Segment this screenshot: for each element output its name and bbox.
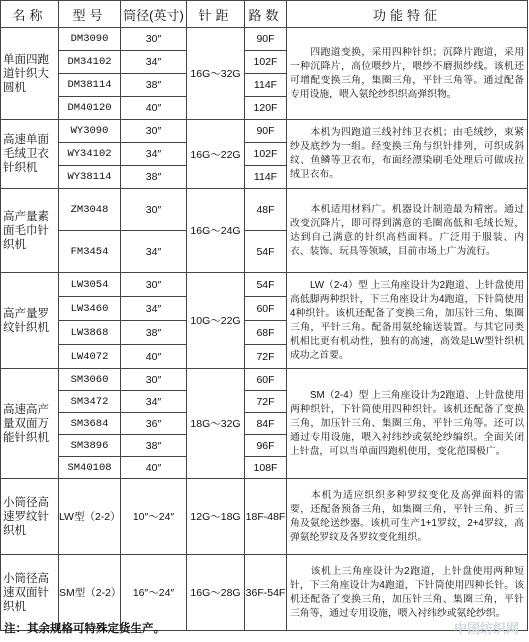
model-cell: LW3868 [59, 321, 121, 345]
header-model: 型号 [59, 1, 121, 28]
feeders-cell: 114F [245, 166, 287, 189]
needle-cell: 16G～32G [187, 28, 245, 120]
table-row [1, 28, 528, 51]
model-cell: WY3090 [59, 120, 121, 143]
machine-name: 高产量素面毛巾针织机 [1, 189, 59, 273]
model-cell: WY38114 [59, 166, 121, 189]
header-needle: 针距 [187, 1, 245, 28]
model-cell: SM型（2-2） [59, 555, 121, 631]
model-cell: SM40108 [59, 457, 121, 479]
footnote: 注：其余规格可特殊定货生产。 [4, 623, 165, 635]
feeders-cell: 54F [245, 231, 287, 273]
model-cell: WY34102 [59, 143, 121, 166]
model-cell: FM3454 [59, 231, 121, 273]
diameter-cell: 30″ [121, 369, 187, 391]
diameter-cell: 34″ [121, 297, 187, 321]
feeders-cell: 60F [245, 297, 287, 321]
feeders-cell: 96F [245, 435, 287, 457]
needle-cell: 16G～24G [187, 189, 245, 273]
feeders-cell: 68F [245, 321, 287, 345]
features-cell: LW（2-4）型 上三角座设计为2跑道、上针盘使用高低脚两种织针，下三角座设计为4跑道，下针筒使用4种织针。该机还配备了变换三角，加压针三角、集圈三角，平针三角。配备用氨纶输送装置。与其它同类机相比更有机动性，独有的高速，高效是LW型针织机成功之首要。 [287, 273, 528, 369]
model-cell: DM34102 [59, 51, 121, 74]
feeders-cell: 90F [245, 28, 287, 51]
feeders-cell: 60F [245, 369, 287, 391]
header-name: 名称 [1, 1, 59, 28]
diameter-cell: 34″ [121, 391, 187, 413]
feeders-cell: 84F [245, 413, 287, 435]
feeders-cell: 114F [245, 74, 287, 97]
machine-name: 单面四跑道针织大圆机 [1, 28, 59, 120]
needle-cell: 12G～18G [187, 479, 245, 555]
feeders-cell: 72F [245, 391, 287, 413]
model-cell: DM3090 [59, 28, 121, 51]
diameter-cell: 30″ [121, 189, 187, 231]
table-row [1, 273, 528, 297]
model-cell: SM3472 [59, 391, 121, 413]
table-row [1, 479, 528, 555]
feeders-cell: 102F [245, 143, 287, 166]
diameter-cell: 34″ [121, 51, 187, 74]
diameter-cell: 38″ [121, 321, 187, 345]
feeders-cell: 48F [245, 189, 287, 231]
needle-cell: 10G～22G [187, 273, 245, 369]
model-cell: SM3684 [59, 413, 121, 435]
features-cell: 本机为四跑道三线衬纬卫衣机；由毛绒纱，束紧纱及底纱为一组。经变换三角与织针排列，可织成斜纹、鱼鳞等卫衣布，布面经漂染刷毛处理后可做成拉绒卫衣布。 [287, 120, 528, 189]
model-cell: LW型（2-2） [59, 479, 121, 555]
feeders-cell: 54F [245, 273, 287, 297]
feeders-cell: 120F [245, 97, 287, 120]
machine-name: 高速单面毛绒卫衣针织机 [1, 120, 59, 189]
table-row [1, 369, 528, 391]
machine-name: 高速高产量双面万能针织机 [1, 369, 59, 479]
features-cell: 本机为适应织织多种罗纹变化及高弹面料的需要，还配备预备三角，如集圈三角，平针三角、折三角及氨纶送纱器。该机可生产1+1罗纹，2+4罗纹，高弹氨纶罗纹及各罗纹变化组织。 [287, 479, 528, 555]
feeders-cell: 102F [245, 51, 287, 74]
diameter-cell: 38″ [121, 74, 187, 97]
header-row [1, 1, 528, 28]
model-cell: LW3460 [59, 297, 121, 321]
needle-cell: 18G～32G [187, 369, 245, 479]
model-cell: SM3896 [59, 435, 121, 457]
diameter-cell: 40″ [121, 345, 187, 369]
features-cell: SM（2-4）型 上三角座设计为2跑道、上针盘使用两种织针，下针筒使用四种织针。该机还配备了变换三角，加压针三角、集圈三角，平针三角等。还可以通过专用设施，喂入衬纬纱或氨纶纱编织。全面关闭上针盘，可以当单面四跑机使用，变化范围极广。 [287, 369, 528, 479]
features-cell: 该机上三角座设计为2跑道，上针盘使用两种短针，下三角座设计为4跑道，下针筒使用四种长针。该机还配备了变换三角，加压针三角、集圈三角，平针三角等，通过专用设施，喂入衬纬纱或氨纶纱织。 [287, 555, 528, 631]
feeders-cell: 36F-54F [245, 555, 287, 631]
feeders-cell: 18F-48F [245, 479, 287, 555]
model-cell: SM3060 [59, 369, 121, 391]
diameter-cell: 30″ [121, 28, 187, 51]
diameter-cell: 30″ [121, 120, 187, 143]
model-cell: DM38114 [59, 74, 121, 97]
model-cell: ZM3048 [59, 189, 121, 231]
diameter-cell: 40″ [121, 457, 187, 479]
table-row [1, 120, 528, 143]
needle-cell: 16G～22G [187, 120, 245, 189]
diameter-cell: 38″ [121, 166, 187, 189]
feeders-cell: 72F [245, 345, 287, 369]
diameter-cell: 40″ [121, 97, 187, 120]
features-cell: 四跑道变换，采用四种针织；沉降片跑道，采用一种沉降片，高位喂纱片，喂纱不磨损纱线。该机还可增配变换三角，集圈三角，平针三角等。通过配备专用设施，喂入氨纶纱织织高弹织物。 [287, 28, 528, 120]
features-cell: 本机适用材料广。机器设计制造最为精密。通过改变沉降片，即可得到满意的毛圈高低和毛绒长短，达到自己满意的针织高档面料。广泛用于服装、内衣、装饰、玩具等领域，目前市场上广为流行。 [287, 189, 528, 273]
feeders-cell: 90F [245, 120, 287, 143]
needle-cell: 16G～28G [187, 555, 245, 631]
diameter-cell: 34″ [121, 231, 187, 273]
model-cell: LW3054 [59, 273, 121, 297]
feeders-cell: 108F [245, 457, 287, 479]
machine-name: 高产量罗纹针织机 [1, 273, 59, 369]
diameter-cell: 30″ [121, 273, 187, 297]
machine-name: 小筒径高速双面针织机 [1, 555, 59, 631]
header-features: 功能特征 [287, 1, 528, 28]
model-cell: LW4072 [59, 345, 121, 369]
header-diameter: 筒径(英寸) [121, 1, 187, 28]
diameter-cell: 36″ [121, 413, 187, 435]
diameter-cell: 38″ [121, 435, 187, 457]
watermark: 中国纺织网 [453, 621, 519, 636]
machine-name: 小筒径高速罗纹针织机 [1, 479, 59, 555]
model-cell: DM40120 [59, 97, 121, 120]
diameter-cell: 10″～24″ [121, 479, 187, 555]
table-row [1, 189, 528, 231]
diameter-cell: 34″ [121, 143, 187, 166]
header-feeders: 路数 [245, 1, 287, 28]
diameter-cell: 16″～24″ [121, 555, 187, 631]
